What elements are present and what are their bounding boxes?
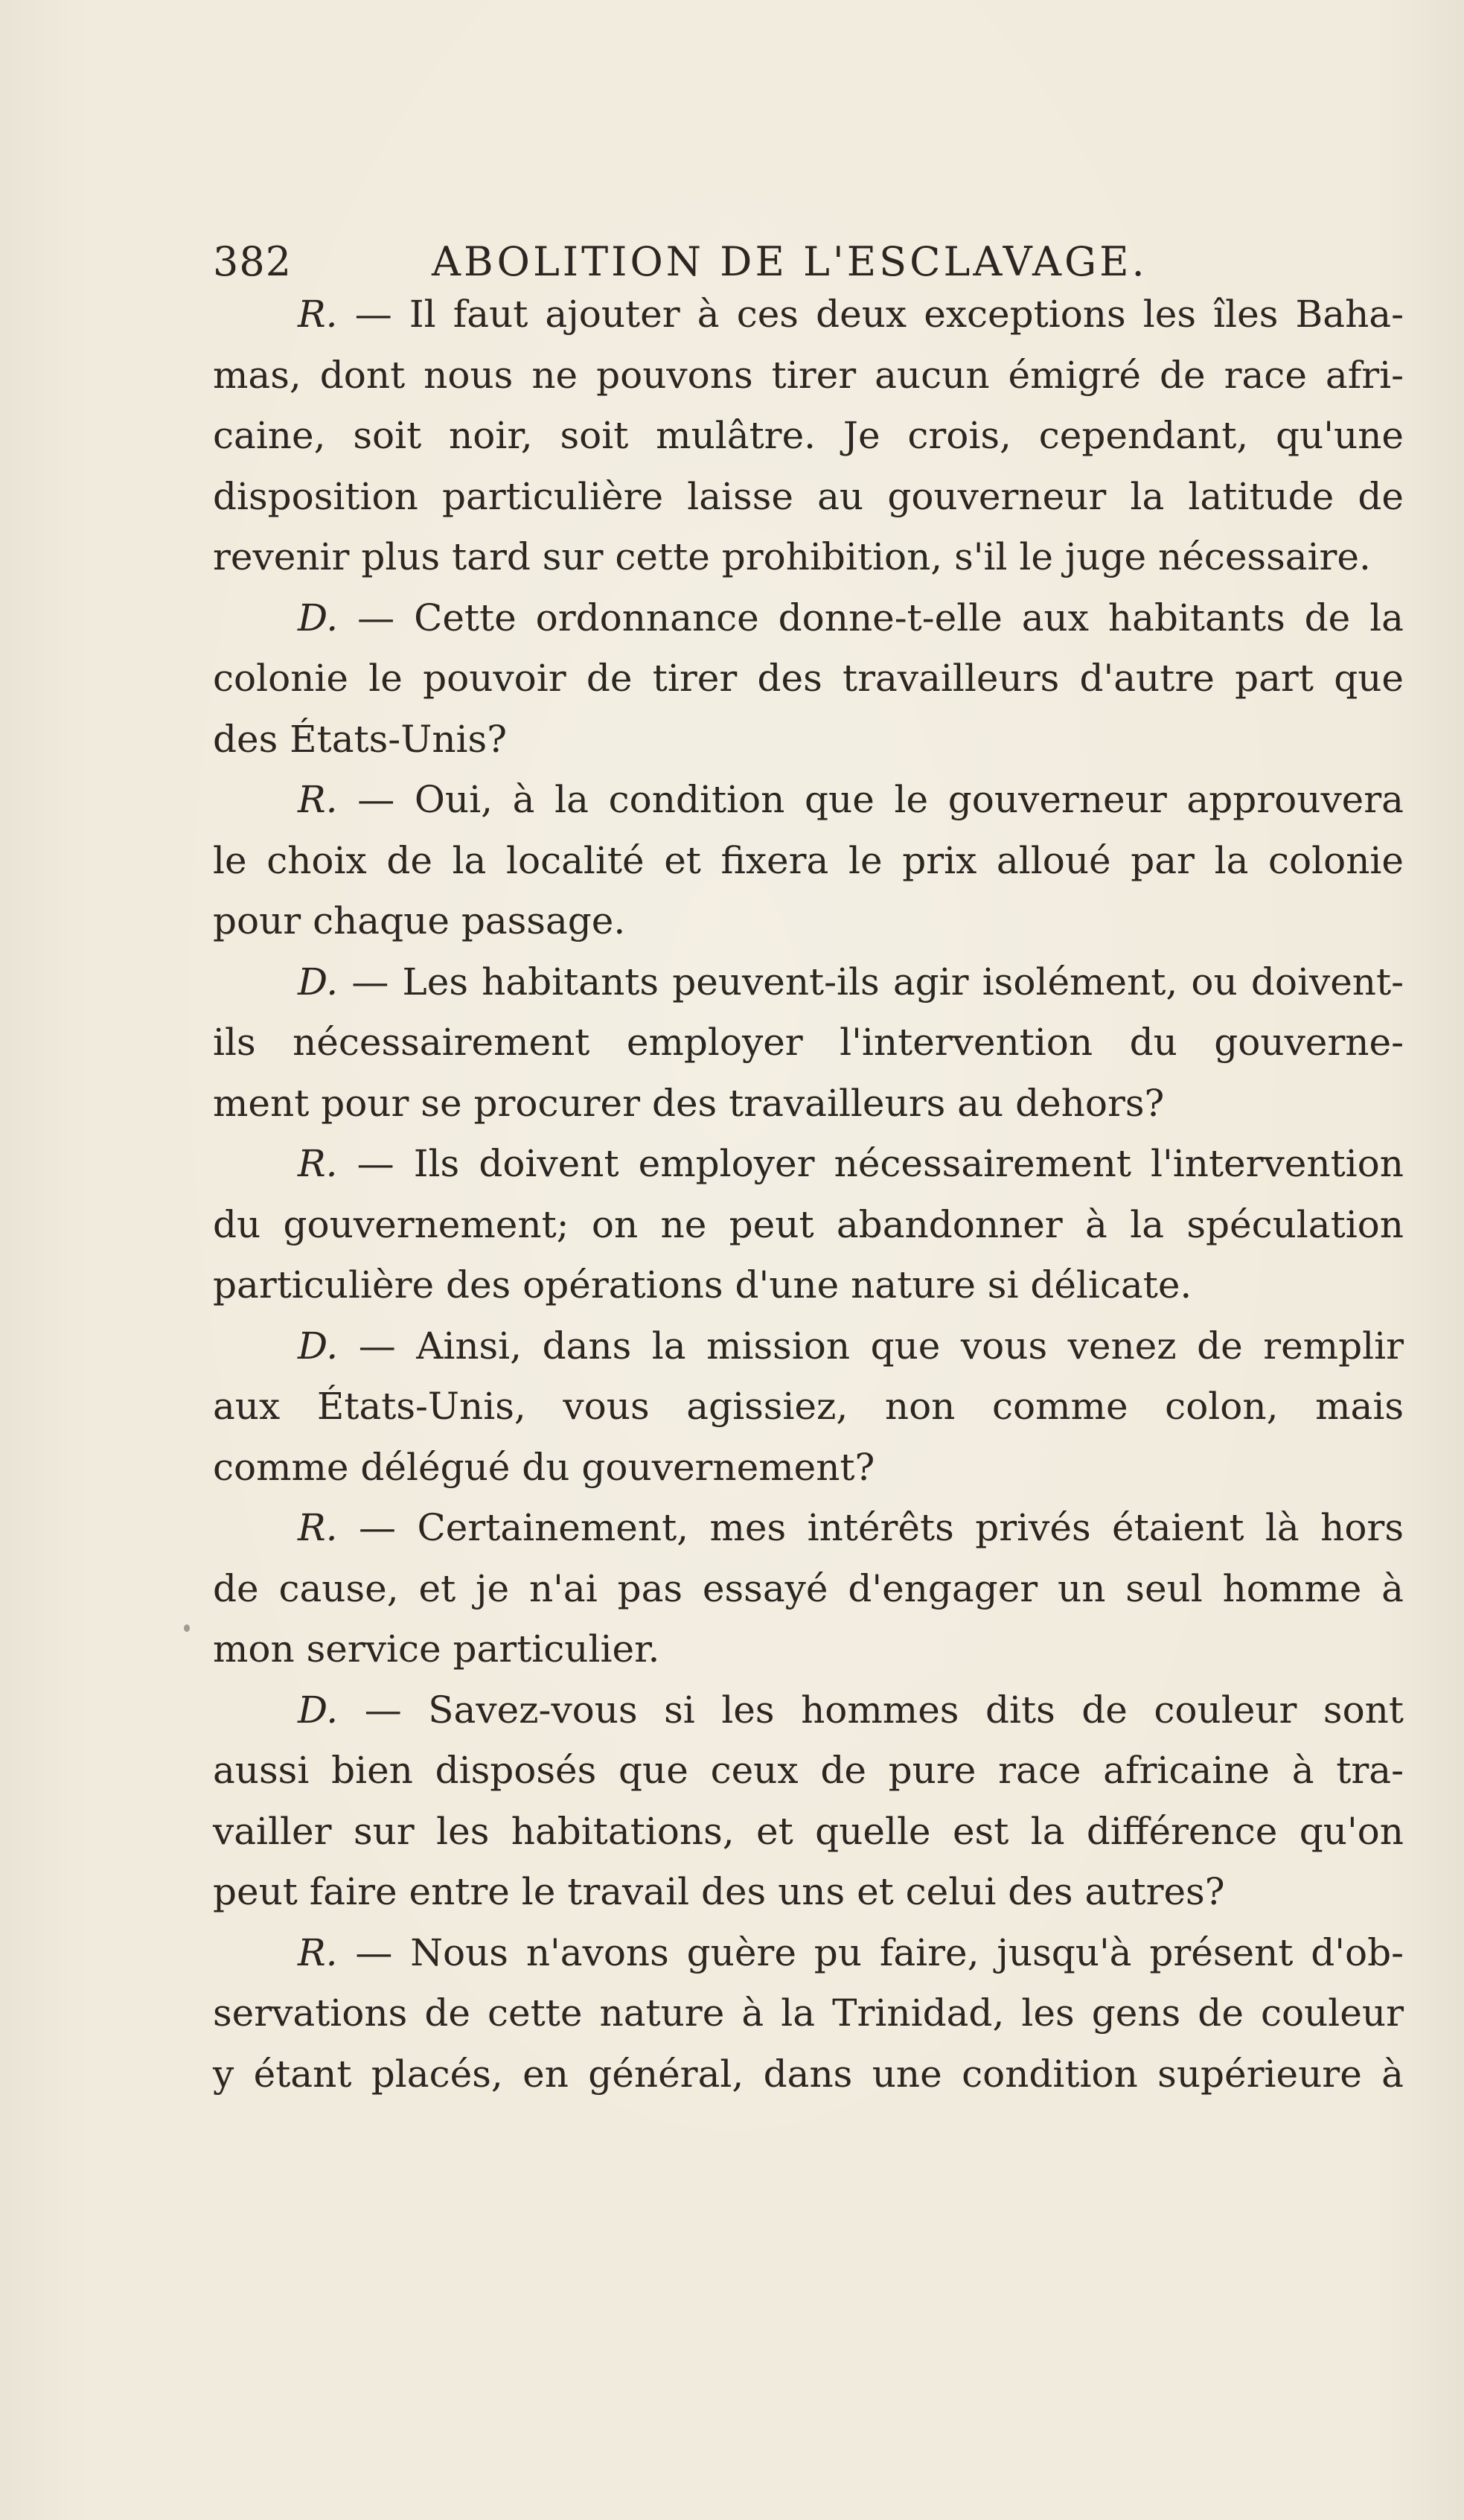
text-line xyxy=(213,1134,1404,1195)
text-line xyxy=(213,1498,1404,1559)
text-line: du gouvernement; on ne peut abandonner à la spéculation xyxy=(213,1202,1404,1246)
speaker-label: R. xyxy=(298,1930,338,1974)
line-text: — Nous n'avons guère pu faire, jusqu'à présent d'ob- xyxy=(355,1930,1404,1974)
line-text: — Oui, à la condition que le gouverneur approuvera xyxy=(357,778,1404,821)
text-line: y étant placés, en général, dans une condition supérieure à xyxy=(213,2052,1404,2096)
running-title: ABOLITION DE L'ESCLAVAGE. xyxy=(432,238,1148,285)
text-line: disposition particulière laisse au gouverneur la latitude de xyxy=(213,474,1404,518)
text-line xyxy=(213,1680,1404,1741)
ink-speck xyxy=(184,1624,190,1632)
line-text: — Ainsi, dans la mission que vous venez de remplir xyxy=(358,1324,1404,1368)
text-line xyxy=(213,1923,1404,1984)
text-line: servations de cette nature à la Trinidad, les gens de couleur xyxy=(213,1991,1404,2035)
text-line: mon service particulier. xyxy=(213,1627,660,1671)
speaker-label: D. xyxy=(298,1688,339,1732)
text-line: ment pour se procurer des travailleurs au dehors? xyxy=(213,1081,1165,1125)
text-line: comme délégué du gouvernement? xyxy=(213,1445,875,1489)
paragraph xyxy=(213,588,1404,771)
line-text: — Cette ordonnance donne-t-elle aux habitants de la xyxy=(357,596,1404,639)
paragraph xyxy=(213,1316,1404,1499)
speaker-label: R. xyxy=(298,293,338,336)
speaker-label: R. xyxy=(298,1142,338,1185)
text-line: particulière des opérations d'une nature si délicate. xyxy=(213,1263,1192,1307)
line-text: — Certainement, mes intérêts privés étaient là hors xyxy=(359,1506,1404,1549)
text-line xyxy=(213,284,1404,345)
speaker-label: D. xyxy=(298,596,339,639)
body-text xyxy=(213,284,1404,2105)
text-line xyxy=(213,588,1404,649)
text-line: mas, dont nous ne pouvons tirer aucun émigré de race afri- xyxy=(213,353,1404,397)
text-line: le choix de la localité et fixera le prix alloué par la colonie xyxy=(213,838,1404,882)
paragraph xyxy=(213,1134,1404,1316)
text-line xyxy=(213,770,1404,831)
paragraph xyxy=(213,952,1404,1135)
line-text: — Savez-vous si les hommes dits de couleur sont xyxy=(364,1688,1404,1732)
line-text: — Les habitants peuvent-ils agir isolément, ou doivent- xyxy=(351,960,1404,1004)
text-line: ils nécessairement employer l'intervention du gouverne- xyxy=(213,1021,1404,1064)
text-line xyxy=(213,952,1404,1013)
text-line: revenir plus tard sur cette prohibition, s'il le juge nécessaire. xyxy=(213,535,1371,578)
text-line: peut faire entre le travail des uns et celui des autres? xyxy=(213,1870,1225,1913)
text-line: vailler sur les habitations, et quelle est la différence qu'on xyxy=(213,1809,1404,1853)
page-header xyxy=(213,232,1411,292)
paragraph xyxy=(213,770,1404,952)
text-line: des États-Unis? xyxy=(213,717,507,761)
text-line: colonie le pouvoir de tirer des travailleurs d'autre part que xyxy=(213,657,1404,700)
text-line xyxy=(213,1316,1404,1377)
paragraph xyxy=(213,1498,1404,1680)
text-line: aux États-Unis, vous agissiez, non comme colon, mais xyxy=(213,1385,1404,1428)
paragraph xyxy=(213,284,1404,588)
paragraph xyxy=(213,1923,1404,2105)
text-line: de cause, et je n'ai pas essayé d'engager un seul homme à xyxy=(213,1566,1404,1610)
text-line: aussi bien disposés que ceux de pure race africaine à tra- xyxy=(213,1749,1404,1792)
speaker-label: R. xyxy=(298,1506,338,1549)
text-line: pour chaque passage. xyxy=(213,899,626,942)
speaker-label: D. xyxy=(298,1324,339,1368)
speaker-label: R. xyxy=(298,778,338,821)
paragraph xyxy=(213,1680,1404,1923)
speaker-label: D. xyxy=(298,960,339,1004)
line-text: — Ils doivent employer nécessairement l'intervention xyxy=(357,1142,1404,1185)
text-line: caine, soit noir, soit mulâtre. Je crois, cependant, qu'une xyxy=(213,414,1404,457)
line-text: — Il faut ajouter à ces deux exceptions les îles Baha- xyxy=(354,293,1404,336)
page-number: 382 xyxy=(213,238,293,285)
